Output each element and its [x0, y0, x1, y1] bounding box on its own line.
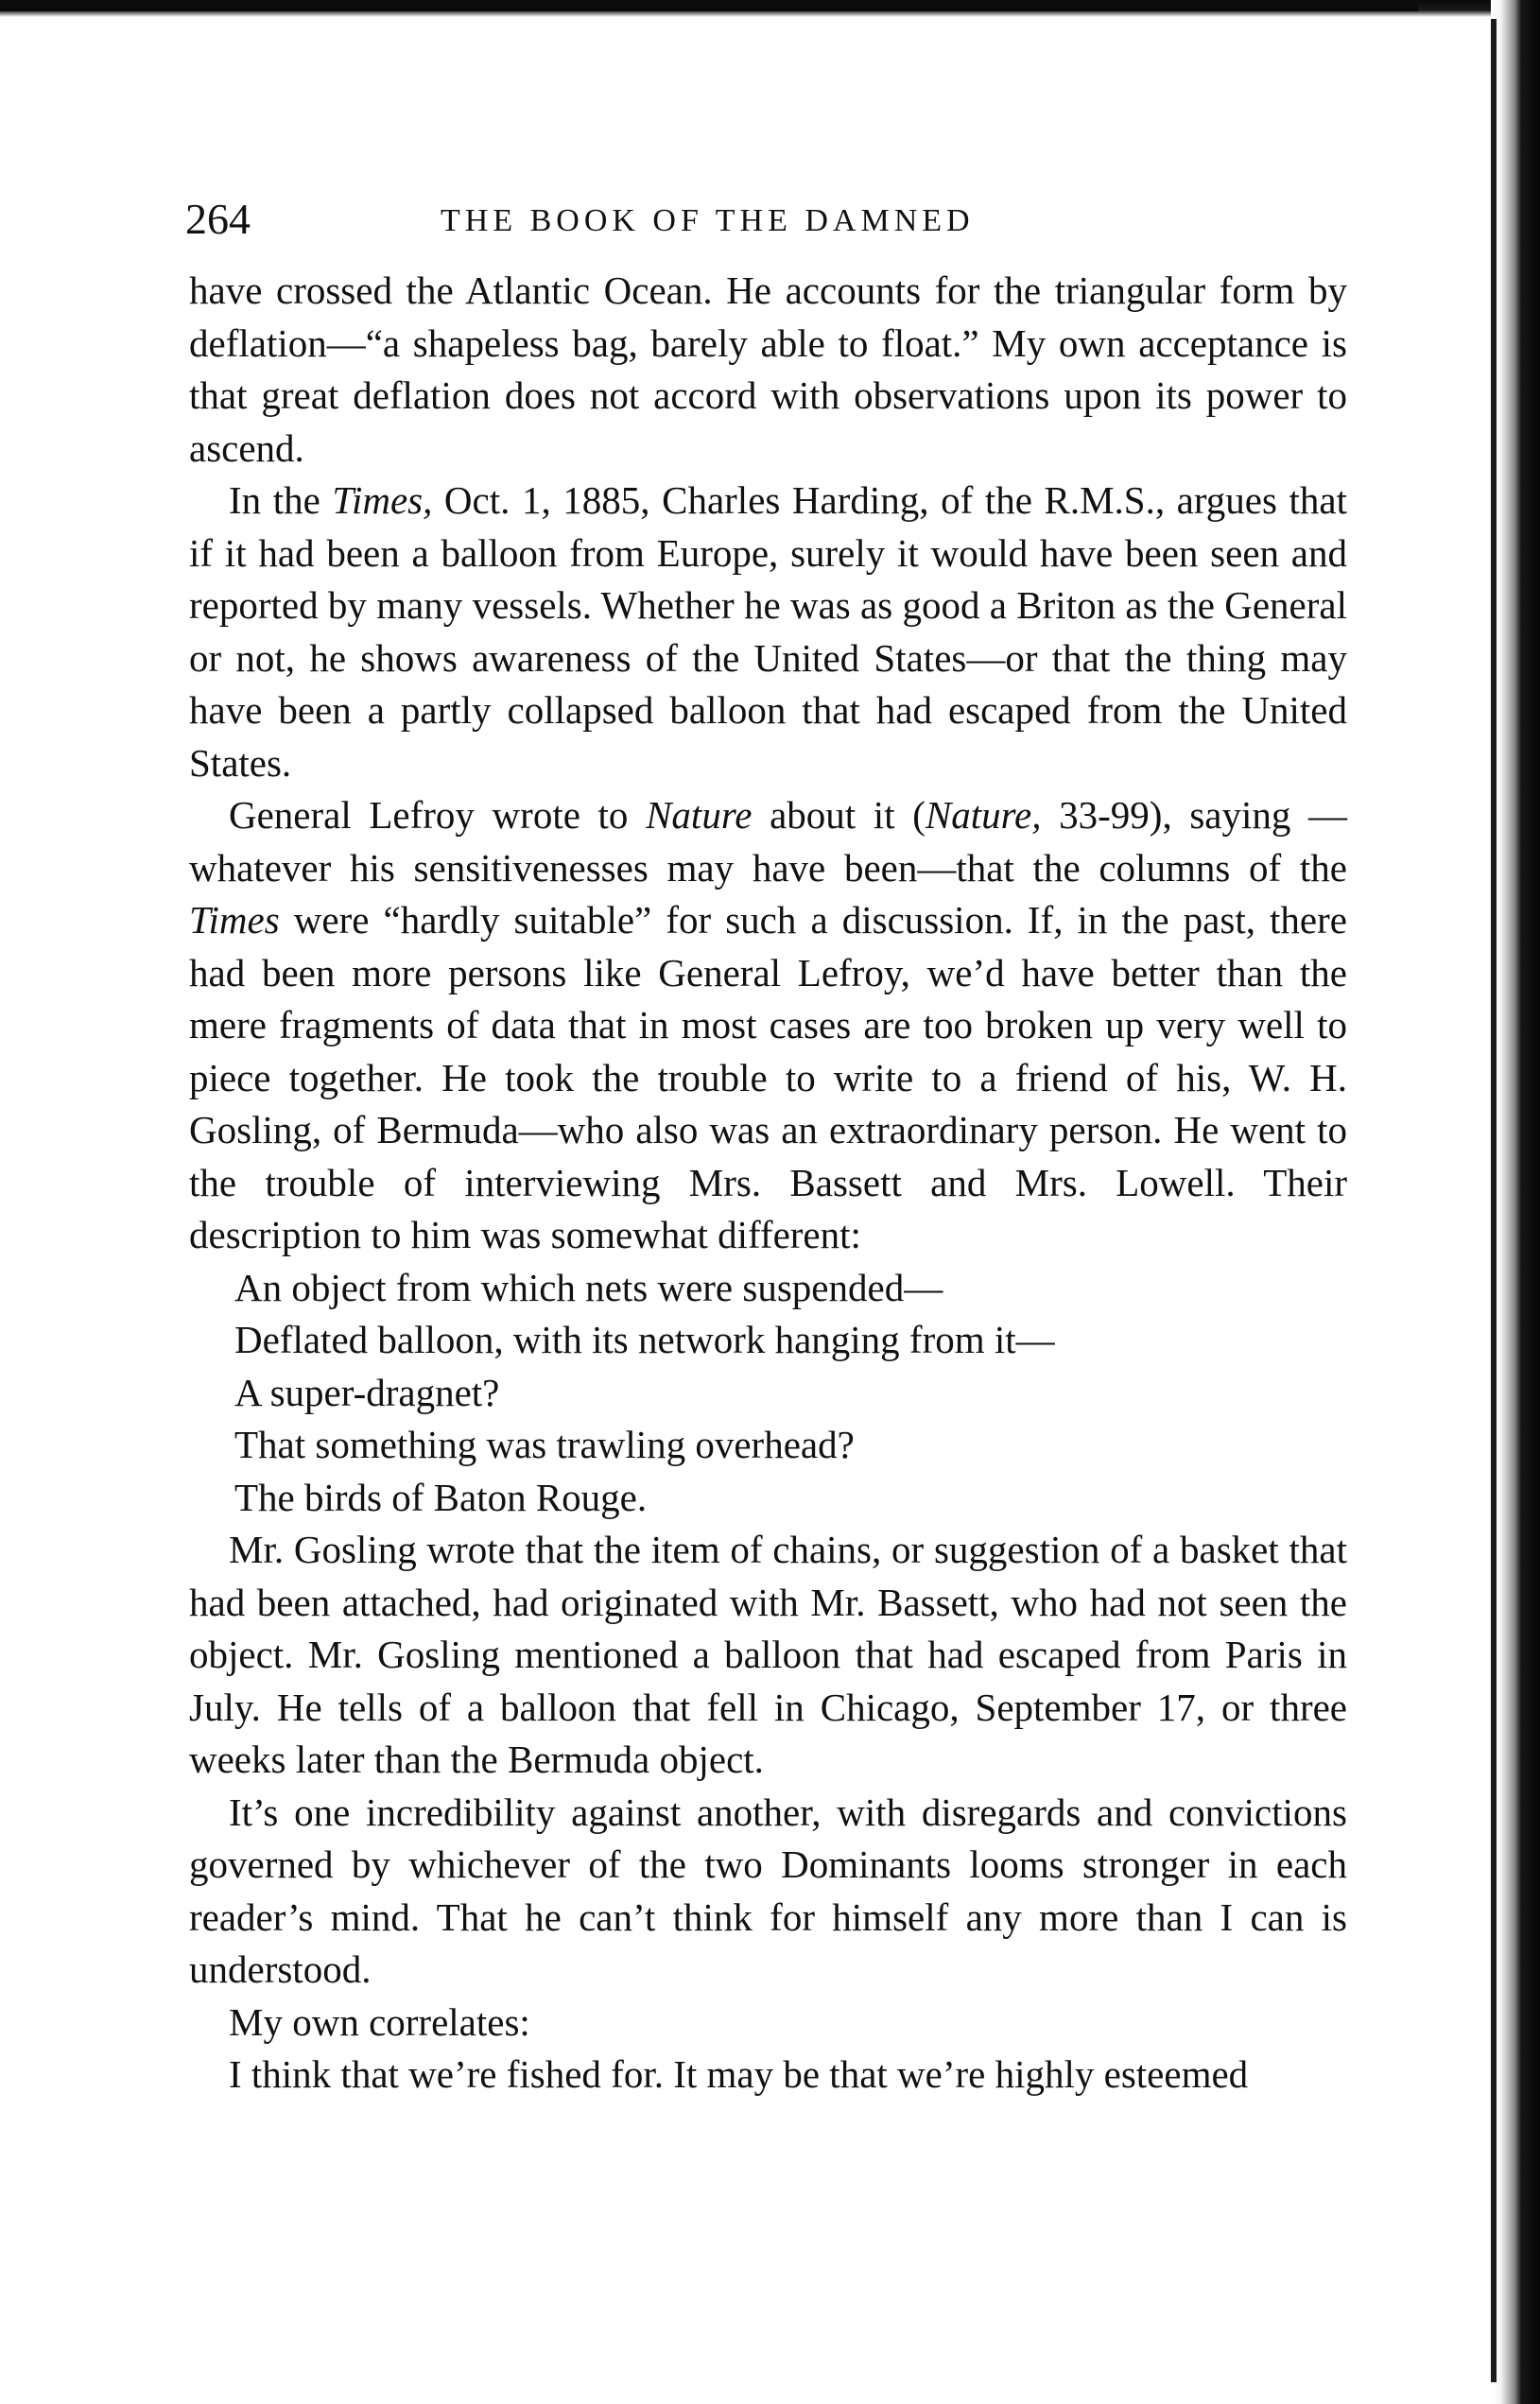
- paragraph-6: My own correlates:: [229, 1999, 530, 2044]
- scan-binding-shadow: [1491, 0, 1540, 2404]
- scan-top-shadow: [0, 0, 1418, 11]
- list-line-3: A super-dragnet?: [234, 1370, 500, 1414]
- list-line-1: An object from which nets were suspended—: [234, 1265, 943, 1309]
- paragraph-3-text-b: about it (: [752, 793, 926, 837]
- list-line-4: That something was trawling overhead?: [234, 1423, 855, 1466]
- paragraph-2-text-cont: Oct. 1, 1885, Charles Harding, of the R.M.S., argues that if it had been a balloon from Europe, surely it would have been seen and reported by many vessels. Whether he was as good a Briton as the General or not, he shows awareness of the United States—or that the thing may have been a partly collapsed balloon that had escaped from the United States.: [189, 478, 1347, 785]
- book-page: [185, 189, 1347, 2101]
- paragraph-3-italic-c: Times: [189, 898, 280, 942]
- paragraph-2-text: In the: [229, 478, 333, 522]
- page-number: 264: [185, 195, 251, 243]
- paragraph-3-text-a: General Lefroy wrote to: [229, 793, 647, 837]
- list-line-5: The birds of Baton Rouge.: [234, 1475, 648, 1519]
- paragraph-3-italic-b: Nature,: [925, 793, 1042, 837]
- paragraph-2: [189, 475, 1347, 789]
- paragraph-3-italic-a: Nature: [646, 793, 753, 837]
- paragraph-4: Mr. Gosling wrote that the item of chains, or suggestion of a basket that had been attached, had originated with Mr. Bassett, who had not seen the object. Mr. Gosling mentioned a balloon that had escaped from Paris in July. He tells of a balloon that fell in Chicago, September 17, or three weeks later than the Bermuda object.: [189, 1528, 1347, 1781]
- scan-page-edge: [1491, 19, 1497, 2382]
- paragraph-1: have crossed the Atlantic Ocean. He accounts for the triangular form by deflation—“a shapeless bag, barely able to float.” My own acceptance is that great deflation does not accord with observations upon its power to ascend.: [189, 268, 1347, 470]
- running-head: THE BOOK OF THE DAMNED: [441, 203, 975, 238]
- paragraph-3-text-c: 33-99), saying —whatever his sensitivenesses may have been—that the columns of the: [189, 793, 1347, 890]
- paragraph-5: It’s one incredibility against another, with disregards and convictions governed by whichever of the two Dominants looms stronger in each reader’s mind. That he can’t think for himself any more than I can is understood.: [189, 1790, 1347, 1991]
- paragraph-7: I think that we’re fished for. It may be that we’re highly esteemed: [229, 2052, 1249, 2096]
- paragraph-3: [189, 789, 1347, 1262]
- body-text: [189, 265, 1347, 2101]
- paragraph-2-italic: Times,: [332, 478, 433, 522]
- list-line-2: Deflated balloon, with its network hanging from it—: [234, 1318, 1055, 1361]
- page-header: [185, 189, 1347, 265]
- paragraph-3-text-d: were “hardly suitable” for such a discussion. If, in the past, there had been more persons like General Lefroy, we’d have better than the mere fragments of data that in most cases are too broken up very well to piece together. He took the trouble to write to a friend of his, W. H. Gosling, of Bermuda—who also was an extraordinary person. He went to the trouble of interviewing Mrs. Bassett and Mrs. Lowell. Their description to him was somewhat different:: [189, 898, 1347, 1256]
